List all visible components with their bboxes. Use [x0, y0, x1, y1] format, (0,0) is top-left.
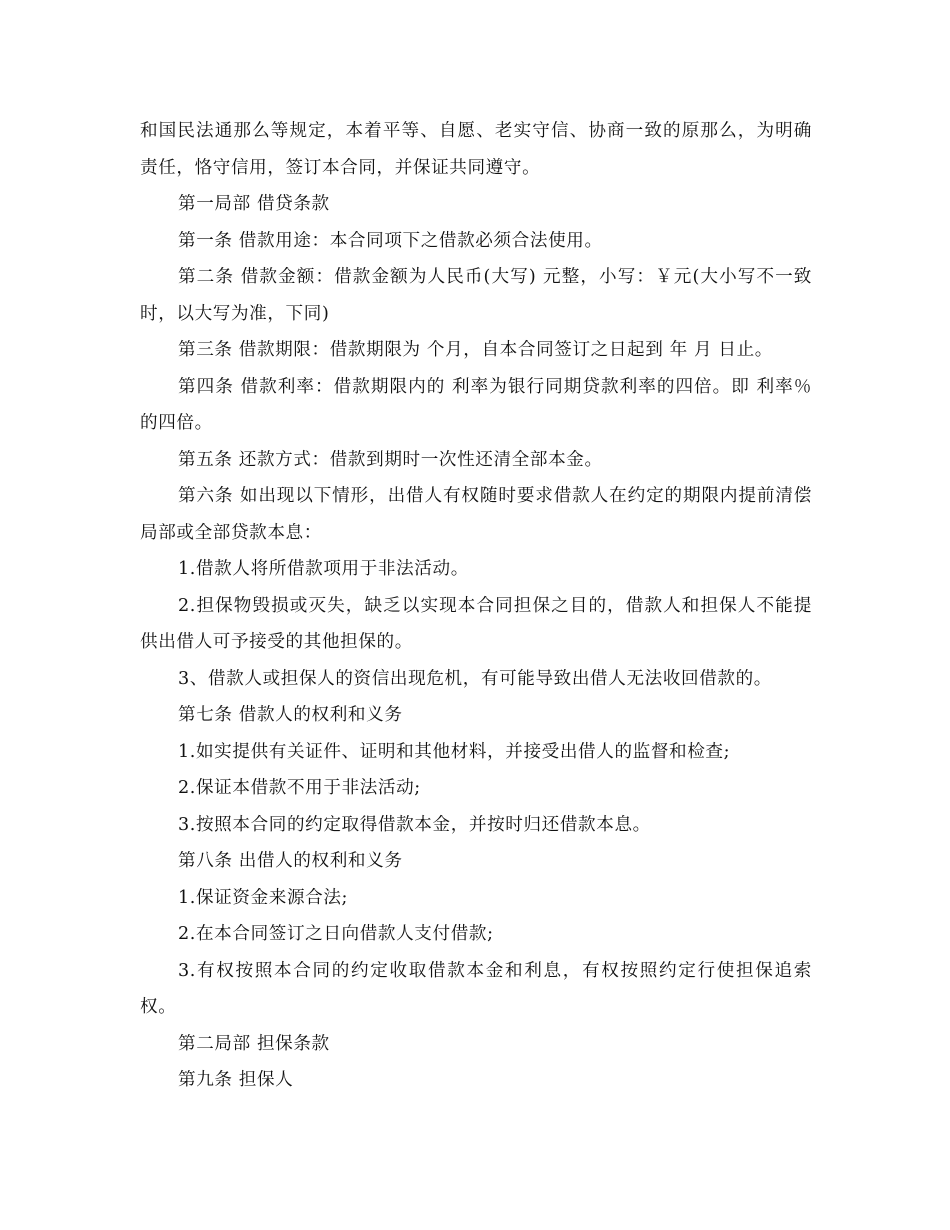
article-7-borrower-rights: 第七条 借款人的权利和义务: [178, 705, 403, 725]
article-8-item-3: 3.有权按照本合同的约定收取借款本金和利息，有权按照约定行使担保追索权。: [140, 960, 812, 1017]
article-1-loan-purpose: 第一条 借款用途：本合同项下之借款必须合法使用。: [178, 230, 603, 251]
article-8-item-2: 2.在本合同签订之日向借款人支付借款;: [178, 924, 494, 944]
article-8-item-1: 1.保证资金来源合法;: [178, 887, 349, 908]
section-heading-loan-terms: 第一局部 借贷条款: [178, 194, 330, 214]
article-7-item-1: 1.如实提供有关证件、证明和其他材料，并接受出借人的监督和检查;: [178, 741, 731, 762]
article-7-item-2: 2.保证本借款不用于非法活动;: [178, 778, 421, 798]
article-6-item-1: 1.借款人将所借款项用于非法活动。: [178, 559, 469, 579]
article-5-repayment-method: 第五条 还款方式：借款到期时一次性还清全部本金。: [178, 449, 603, 470]
section-heading-guarantee-terms: 第二局部 担保条款: [178, 1033, 330, 1054]
article-8-lender-rights: 第八条 出借人的权利和义务: [178, 851, 403, 871]
article-2-loan-amount: 第二条 借款金额：借款金额为人民币(大写) 元整，小写：￥元(大小写不一致时，以大写为准，下同): [140, 267, 812, 324]
article-9-guarantor: 第九条 担保人: [178, 1070, 294, 1090]
article-6-early-repayment: 第六条 如出现以下情形，出借人有权随时要求借款人在约定的期限内提前清偿局部或全部贷款本息：: [140, 486, 812, 543]
article-6-item-3: 3、借款人或担保人的资信出现危机，有可能导致出借人无法收回借款的。: [178, 668, 772, 689]
article-4-interest-rate: 第四条 借款利率：借款期限内的 利率为银行同期贷款利率的四倍。即 利率％的四倍。: [140, 376, 812, 433]
article-6-item-2: 2.担保物毁损或灭失，缺乏以实现本合同担保之目的，借款人和担保人不能提供出借人可予接受的其他担保的。: [140, 595, 812, 652]
document-body: [140, 113, 812, 1099]
article-3-loan-term: 第三条 借款期限：借款期限为 个月，自本合同签订之日起到 年 月 日止。: [178, 340, 773, 360]
paragraph-preamble-continuation: 和国民法通那么等规定，本着平等、自愿、老实守信、协商一致的原那么，为明确责任，恪守信用，签订本合同，并保证共同遵守。: [140, 121, 812, 178]
article-7-item-3: 3.按照本合同的约定取得借款本金，并按时归还借款本息。: [178, 814, 651, 835]
